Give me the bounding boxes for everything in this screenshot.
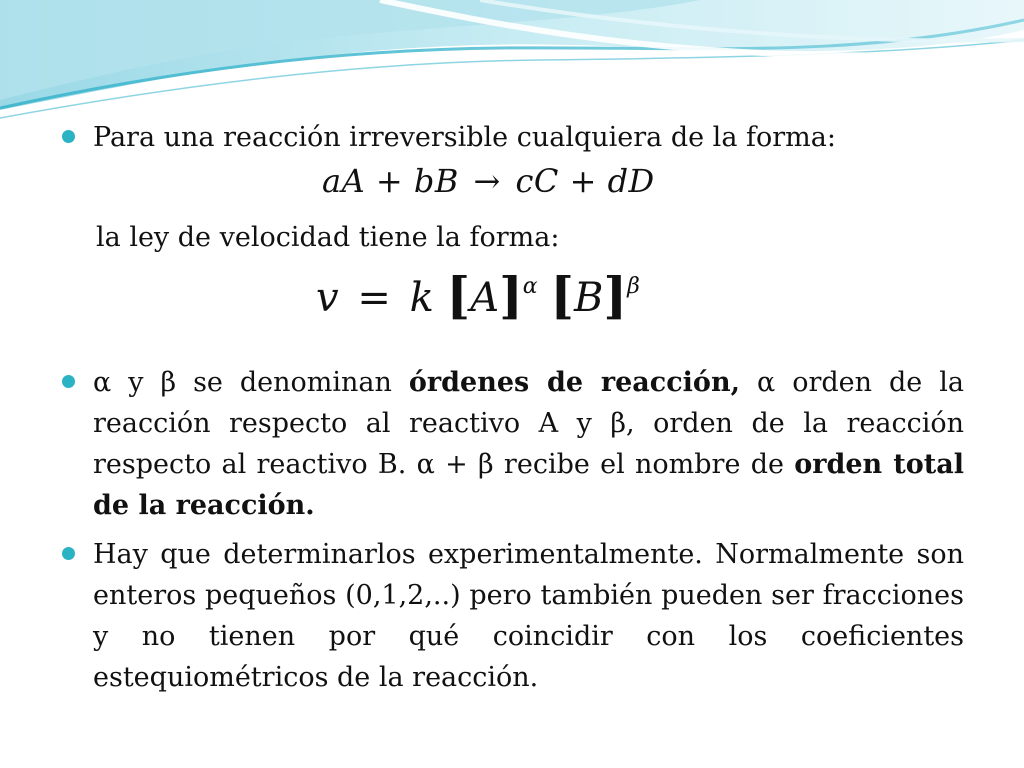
eq-operator: = [357, 275, 391, 321]
bullet-item [62, 534, 964, 698]
eq-term: k [409, 275, 434, 321]
eq-bracket: [ [446, 266, 471, 325]
bullet-item [62, 117, 964, 158]
eq-term: dD [607, 162, 655, 200]
bullet-dot-icon [62, 547, 75, 560]
eq-term: v [316, 275, 339, 321]
eq-operator: + [375, 162, 404, 200]
eq-term: aA [322, 162, 366, 200]
bullet-text: Para una reacción irreversible cualquiera de la forma: [93, 122, 836, 153]
reaction-equation [322, 162, 655, 200]
bullet-text [93, 362, 964, 526]
eq-bracket: ] [499, 266, 523, 325]
bullet-text: Hay que determinarlos experimentalmente. Normalmente son enteros pequeños (0,1,2,..) pero también pueden ser fracciones y no tienen por qué coincidir con los coeficientes estequiométricos de la reacción. [93, 539, 964, 693]
eq-term: bB [413, 162, 459, 200]
eq-exponent: β [627, 274, 640, 299]
bullet-item [62, 362, 964, 526]
eq-bracket: [ [550, 266, 575, 325]
rate-law-equation [316, 266, 640, 325]
eq-bracket: ] [603, 266, 628, 325]
bullet-dot-icon [62, 375, 75, 388]
reaction-arrow-icon: → [473, 162, 501, 200]
text-run-bold: orden total de la reacción. [93, 449, 964, 521]
eq-term: cC [515, 162, 559, 200]
eq-term: A [470, 275, 500, 321]
text-run-bold: órdenes de reacción, [408, 367, 740, 398]
text-run: α y β se denominan [93, 367, 409, 398]
eq-operator: + [569, 162, 597, 200]
bullet-dot-icon [62, 130, 75, 143]
text-run: α orden de la reacción respecto al reactivo A y β, orden de la reacción respecto al reactivo B. α + β recibe el nombre de [93, 367, 964, 480]
rate-law-intro: la ley de velocidad tiene la forma: [96, 222, 560, 253]
eq-exponent: α [522, 274, 538, 299]
eq-term: B [574, 275, 604, 321]
